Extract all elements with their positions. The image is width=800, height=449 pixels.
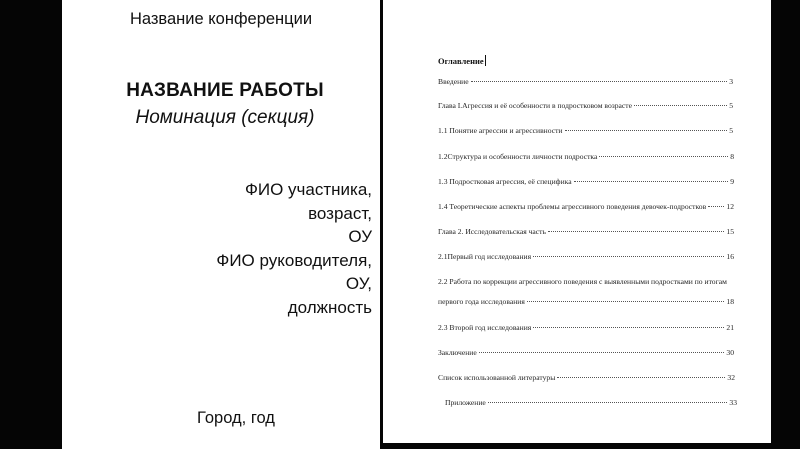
toc-item-page: 18 <box>726 297 734 306</box>
author-line: должность <box>287 298 372 317</box>
toc-item <box>438 101 733 110</box>
toc-item-text: Глава I.Агрессия и её особенности в подростковом возрасте <box>438 101 632 110</box>
toc-heading-text: Оглавление <box>438 56 484 66</box>
toc-leader <box>471 81 728 82</box>
toc-item <box>438 77 733 86</box>
toc-item-text: 2.1Первый год исследования <box>438 252 532 261</box>
toc-item-page: 16 <box>726 252 734 261</box>
conference-name: Название конференции <box>129 10 313 28</box>
toc-item <box>438 348 734 357</box>
toc-item <box>438 152 734 161</box>
toc-leader <box>533 256 724 257</box>
toc-leader <box>708 206 724 207</box>
toc-item-page: 9 <box>730 177 734 186</box>
toc-item <box>438 202 734 211</box>
toc-leader <box>548 231 724 232</box>
toc-leader <box>565 130 728 131</box>
toc-item-text: Введение <box>438 77 469 86</box>
toc-item <box>438 177 734 186</box>
toc-item-page: 8 <box>730 152 734 161</box>
toc-item-page: 3 <box>729 77 733 86</box>
toc-item <box>438 227 734 236</box>
toc-item <box>438 126 733 135</box>
toc-leader <box>599 156 728 157</box>
toc-item-page: 21 <box>726 323 734 332</box>
toc-heading <box>438 55 486 66</box>
text-cursor <box>485 55 486 66</box>
toc-item <box>438 323 734 332</box>
toc-item-page: 33 <box>729 398 737 407</box>
toc-item-text: 1.4 Теоретические аспекты проблемы агрессивного поведения девочек-подростков <box>438 202 707 211</box>
city-year: Город, год <box>197 409 275 427</box>
toc-item <box>438 297 734 306</box>
toc-item <box>438 373 735 382</box>
author-line: возраст, <box>308 204 372 223</box>
title-page <box>62 0 380 449</box>
toc-item-text: 1.1 Понятие агрессии и агрессивности <box>438 126 563 135</box>
toc-item-page: 30 <box>726 348 734 357</box>
toc-item-text: 2.2 Работа по коррекции агрессивного поведения с выявленными подростками по итогам <box>438 277 727 286</box>
toc-item-text: 2.3 Второй год исследования <box>438 323 532 332</box>
toc-page <box>383 0 771 443</box>
author-line: ФИО участника, <box>244 180 372 199</box>
toc-leader <box>557 377 725 378</box>
toc-item <box>445 398 737 407</box>
toc-item-text: Заключение <box>438 348 477 357</box>
toc-item-text: первого года исследования <box>438 297 525 306</box>
toc-item <box>438 252 734 261</box>
toc-item-page: 15 <box>726 227 734 236</box>
toc-item-text: Список использованной литературы <box>438 373 556 382</box>
author-line: ФИО руководителя, <box>216 251 372 270</box>
toc-leader <box>634 105 727 106</box>
toc-item-page: 12 <box>726 202 734 211</box>
toc-leader <box>533 327 724 328</box>
toc-item-text: 1.2Структура и особенности личности подростка <box>438 152 598 161</box>
author-line: ОУ, <box>345 274 372 293</box>
toc-item-page: 5 <box>729 126 733 135</box>
toc-item-text: 1.3 Подростковая агрессия, её специфика <box>438 177 572 186</box>
toc-item-page: 32 <box>727 373 735 382</box>
toc-leader <box>527 301 725 302</box>
toc-item-text: Приложение <box>445 398 486 407</box>
toc-leader <box>479 352 725 353</box>
nomination: Номинация (секция) <box>135 107 315 128</box>
author-line: ОУ <box>348 227 372 246</box>
toc-item-text: Глава 2. Исследовательская часть <box>438 227 546 236</box>
toc-leader <box>488 402 728 403</box>
work-title: НАЗВАНИЕ РАБОТЫ <box>126 80 324 101</box>
toc-leader <box>574 181 729 182</box>
toc-item-page: 5 <box>729 101 733 110</box>
